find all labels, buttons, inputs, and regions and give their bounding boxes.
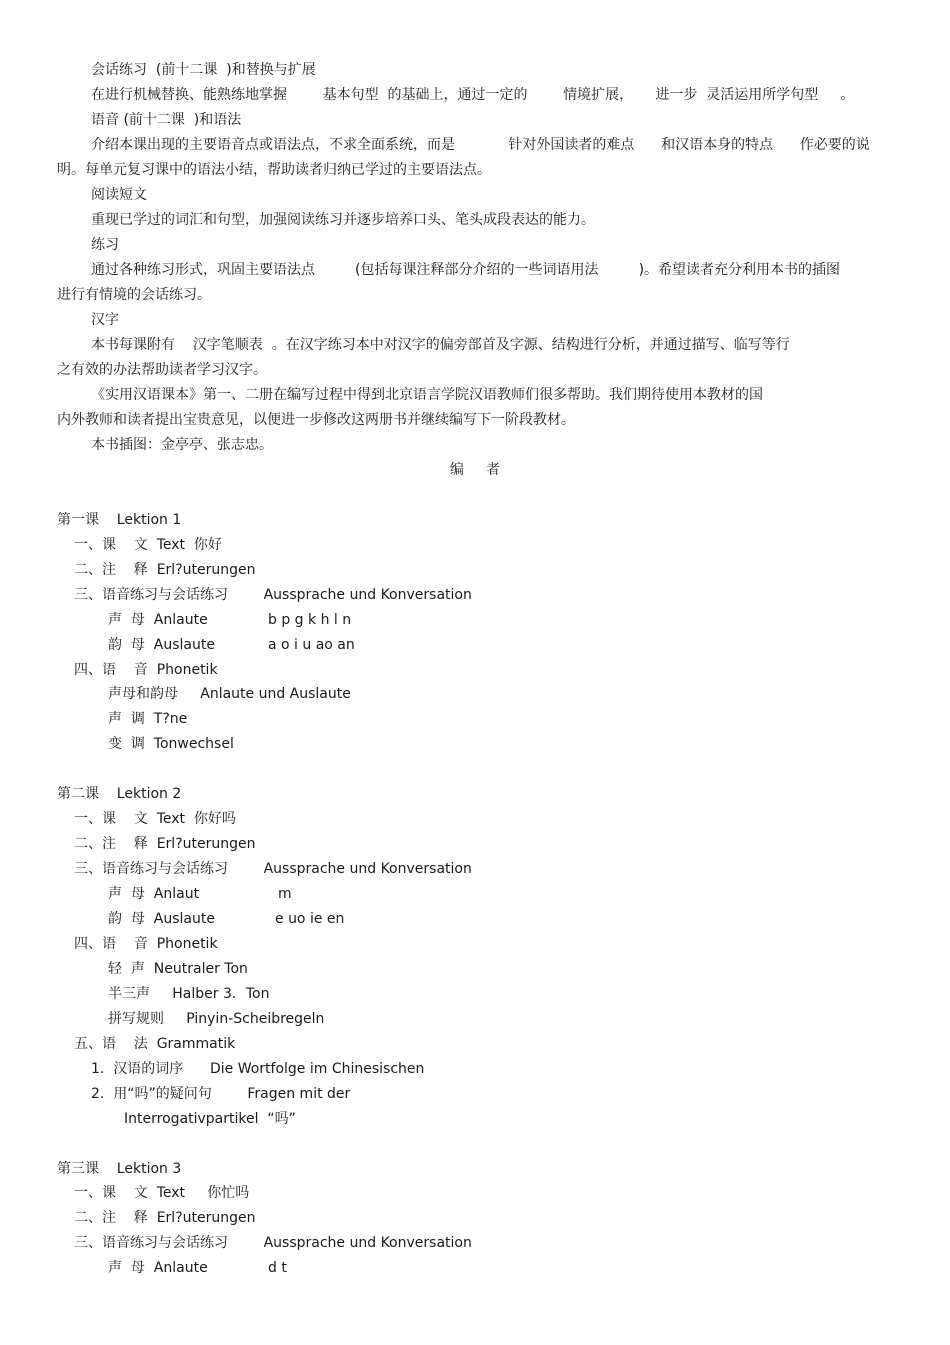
lesson2-phonetics-item-a: 轻 声 Neutraler Ton — [108, 961, 248, 977]
section-heading-exercise: 练习 — [91, 237, 119, 253]
lesson2-finals-label: 韵 母 Auslaute — [108, 911, 215, 927]
lesson2-grammar-item-2: 2. 用“吗”的疑问句 Fragen mit der — [91, 1086, 351, 1102]
lesson2-phonetics-item-c: 拼写规则 Pinyin-Scheibregeln — [108, 1011, 325, 1027]
lesson2-grammar-item-1: 1. 汉语的词序 Die Wortfolge im Chinesischen — [91, 1061, 425, 1077]
lesson1-initials-label: 声 母 Anlaute — [108, 612, 208, 628]
paragraph-phonetics-line1: 介绍本课出现的主要语音点或语法点，不求全面系统，而是 针对外国读者的难点 和汉语本身的特点 作必要的说 — [91, 137, 870, 153]
section-heading-hanzi: 汉字 — [91, 312, 119, 328]
lesson1-text: 一、课 文 Text 你好 — [74, 537, 222, 553]
lesson3-notes: 二、注 释 Erl?uterungen — [74, 1210, 256, 1226]
lesson2-notes: 二、注 释 Erl?uterungen — [74, 836, 256, 852]
lesson2-phonetics: 四、语 音 Phonetik — [74, 936, 218, 952]
lesson2-grammar: 五、语 法 Grammatik — [74, 1036, 236, 1052]
section-heading-phonetics: 语音 (前十二课 )和语法 — [91, 112, 242, 128]
lesson3-title: 第三课 Lektion 3 — [57, 1161, 182, 1177]
lesson1-finals-value: a o i u ao an — [268, 637, 355, 653]
paragraph-exercise-line1: 通过各种练习形式，巩固主要语法点 (包括每课注释部分介绍的一些词语用法 )。希望读者充分利用本书的插图 — [91, 262, 841, 278]
lesson2-title: 第二课 Lektion 2 — [57, 786, 182, 802]
paragraph-illustrators: 本书插图：金亭亭、张志忠。 — [91, 437, 273, 453]
lesson3-text: 一、课 文 Text 你忙吗 — [74, 1185, 250, 1201]
lesson2-grammar-item-2-cont: Interrogativpartikel “吗” — [124, 1111, 296, 1127]
lesson2-initials-label: 声 母 Anlaut — [108, 886, 200, 902]
lesson2-initials-value: m — [278, 886, 292, 902]
lesson1-practice: 三、语音练习与会话练习 Aussprache und Konversation — [74, 587, 472, 603]
paragraph-acknowledgement-line2: 内外教师和读者提出宝贵意见，以便进一步修改这两册书并继续编写下一阶段教材。 — [57, 412, 575, 428]
lesson1-title: 第一课 Lektion 1 — [57, 512, 182, 528]
lesson3-initials-label: 声 母 Anlaute — [108, 1260, 208, 1276]
lesson1-finals-label: 韵 母 Auslaute — [108, 637, 215, 653]
lesson3-initials-value: d t — [268, 1260, 287, 1276]
lesson1-phonetics: 四、语 音 Phonetik — [74, 662, 218, 678]
paragraph-hanzi-line2: 之有效的办法帮助读者学习汉字。 — [57, 362, 267, 378]
paragraph-reading: 重现已学过的词汇和句型，加强阅读练习并逐步培养口头、笔头成段表达的能力。 — [91, 212, 595, 228]
paragraph-exercise-line2: 进行有情境的会话练习。 — [57, 287, 211, 303]
paragraph-phonetics-line2: 明。每单元复习课中的语法小结，帮助读者归纳已学过的主要语法点。 — [57, 162, 491, 178]
lesson1-phonetics-item-a: 声母和韵母 Anlaute und Auslaute — [108, 686, 351, 702]
lesson2-text: 一、课 文 Text 你好吗 — [74, 811, 236, 827]
lesson1-notes: 二、注 释 Erl?uterungen — [74, 562, 256, 578]
lesson3-practice: 三、语音练习与会话练习 Aussprache und Konversation — [74, 1235, 472, 1251]
lesson1-initials-value: b p g k h l n — [268, 612, 352, 628]
lesson2-finals-value: e uo ie en — [275, 911, 345, 927]
lesson1-phonetics-item-c: 变 调 Tonwechsel — [108, 736, 234, 752]
section-heading-reading: 阅读短文 — [91, 187, 147, 203]
editor-signature: 编 者 — [449, 462, 501, 478]
lesson1-phonetics-item-b: 声 调 T?ne — [108, 711, 188, 727]
paragraph-hanzi-line1: 本书每课附有 汉字笔顺表 。在汉字练习本中对汉字的偏旁部首及字源、结构进行分析，并通过描写、临写等行 — [91, 337, 790, 353]
paragraph-dialog: 在进行机械替换、能熟练地掌握 基本句型 的基础上，通过一定的 情境扩展， 进一步 灵活运用所学句型 。 — [91, 87, 855, 103]
section-heading-dialog: 会话练习 (前十二课 )和替换与扩展 — [91, 62, 316, 78]
lesson2-phonetics-item-b: 半三声 Halber 3．Ton — [108, 986, 270, 1002]
paragraph-acknowledgement-line1: 《实用汉语课本》第一、二册在编写过程中得到北京语言学院汉语教师们很多帮助。我们期待使用本教材的国 — [91, 387, 763, 403]
lesson2-practice: 三、语音练习与会话练习 Aussprache und Konversation — [74, 861, 472, 877]
